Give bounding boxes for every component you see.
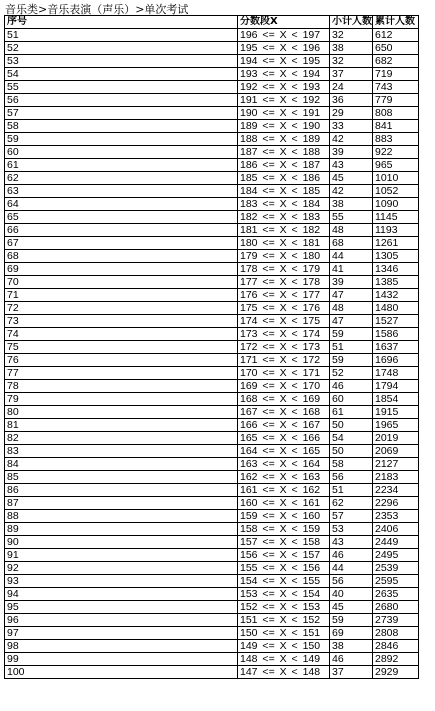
cell-score-range: 161 <= X < 162 [238,484,330,497]
cell-subtotal: 60 [330,393,373,406]
table-row [5,341,419,354]
cell-score-range: 148 <= X < 149 [238,653,330,666]
cell-subtotal: 50 [330,445,373,458]
cell-subtotal: 39 [330,146,373,159]
cell-index: 98 [5,640,238,653]
table-row [5,237,419,250]
table-row [5,510,419,523]
cell-score-range: 156 <= X < 157 [238,549,330,562]
cell-subtotal: 42 [330,133,373,146]
cell-cumulative: 1145 [373,211,419,224]
cell-score-range: 163 <= X < 164 [238,458,330,471]
cell-subtotal: 45 [330,172,373,185]
cell-index: 61 [5,159,238,172]
cell-cumulative: 1854 [373,393,419,406]
cell-cumulative: 1748 [373,367,419,380]
cell-index: 100 [5,666,238,679]
cell-cumulative: 2234 [373,484,419,497]
cell-score-range: 190 <= X < 191 [238,107,330,120]
cell-score-range: 152 <= X < 153 [238,601,330,614]
cell-index: 84 [5,458,238,471]
cell-cumulative: 2406 [373,523,419,536]
cell-cumulative: 1637 [373,341,419,354]
cell-score-range: 183 <= X < 184 [238,198,330,211]
cell-cumulative: 2929 [373,666,419,679]
cell-index: 51 [5,29,238,42]
table-row [5,315,419,328]
cell-score-range: 186 <= X < 187 [238,159,330,172]
cell-score-range: 191 <= X < 192 [238,94,330,107]
cell-subtotal: 61 [330,406,373,419]
table-row [5,445,419,458]
table-row [5,458,419,471]
score-table [4,15,419,679]
cell-subtotal: 59 [330,354,373,367]
cell-cumulative: 1193 [373,224,419,237]
cell-subtotal: 55 [330,211,373,224]
cell-cumulative: 1385 [373,276,419,289]
cell-index: 53 [5,55,238,68]
cell-score-range: 185 <= X < 186 [238,172,330,185]
cell-index: 71 [5,289,238,302]
cell-index: 68 [5,250,238,263]
cell-cumulative: 883 [373,133,419,146]
table-row [5,549,419,562]
table-row [5,536,419,549]
cell-subtotal: 69 [330,627,373,640]
cell-subtotal: 47 [330,315,373,328]
cell-index: 75 [5,341,238,354]
cell-index: 80 [5,406,238,419]
table-row [5,68,419,81]
cell-subtotal: 62 [330,497,373,510]
cell-index: 93 [5,575,238,588]
cell-cumulative: 2127 [373,458,419,471]
cell-score-range: 172 <= X < 173 [238,341,330,354]
table-row [5,406,419,419]
cell-score-range: 159 <= X < 160 [238,510,330,523]
cell-index: 54 [5,68,238,81]
table-row [5,94,419,107]
table-row [5,419,419,432]
table-row [5,484,419,497]
cell-index: 69 [5,263,238,276]
cell-cumulative: 2808 [373,627,419,640]
cell-score-range: 189 <= X < 190 [238,120,330,133]
cell-cumulative: 1090 [373,198,419,211]
cell-index: 99 [5,653,238,666]
cell-index: 74 [5,328,238,341]
cell-subtotal: 36 [330,94,373,107]
cell-subtotal: 46 [330,549,373,562]
cell-score-range: 151 <= X < 152 [238,614,330,627]
cell-cumulative: 1480 [373,302,419,315]
cell-score-range: 168 <= X < 169 [238,393,330,406]
cell-score-range: 182 <= X < 183 [238,211,330,224]
cell-subtotal: 29 [330,107,373,120]
cell-score-range: 158 <= X < 159 [238,523,330,536]
cell-index: 76 [5,354,238,367]
cell-score-range: 149 <= X < 150 [238,640,330,653]
table-row [5,354,419,367]
cell-score-range: 181 <= X < 182 [238,224,330,237]
cell-score-range: 165 <= X < 166 [238,432,330,445]
col-header-score-range: 分数段X [238,16,330,29]
cell-subtotal: 38 [330,42,373,55]
table-header [5,16,419,29]
cell-cumulative: 779 [373,94,419,107]
cell-subtotal: 48 [330,302,373,315]
cell-index: 55 [5,81,238,94]
cell-score-range: 167 <= X < 168 [238,406,330,419]
table-row [5,393,419,406]
cell-score-range: 171 <= X < 172 [238,354,330,367]
cell-subtotal: 41 [330,263,373,276]
cell-cumulative: 2595 [373,575,419,588]
cell-cumulative: 2680 [373,601,419,614]
cell-score-range: 174 <= X < 175 [238,315,330,328]
table-row [5,211,419,224]
cell-score-range: 170 <= X < 171 [238,367,330,380]
table-row [5,289,419,302]
cell-cumulative: 1696 [373,354,419,367]
table-row [5,666,419,679]
cell-cumulative: 1346 [373,263,419,276]
table-row [5,276,419,289]
cell-subtotal: 44 [330,562,373,575]
cell-index: 73 [5,315,238,328]
cell-subtotal: 43 [330,159,373,172]
cell-index: 87 [5,497,238,510]
table-row [5,224,419,237]
cell-subtotal: 45 [330,601,373,614]
cell-cumulative: 2846 [373,640,419,653]
cell-score-range: 157 <= X < 158 [238,536,330,549]
cell-index: 90 [5,536,238,549]
cell-index: 89 [5,523,238,536]
cell-cumulative: 1794 [373,380,419,393]
cell-score-range: 155 <= X < 156 [238,562,330,575]
header-row [5,16,419,29]
table-row [5,575,419,588]
cell-score-range: 187 <= X < 188 [238,146,330,159]
cell-index: 97 [5,627,238,640]
table-row [5,601,419,614]
cell-cumulative: 808 [373,107,419,120]
cell-index: 70 [5,276,238,289]
cell-index: 78 [5,380,238,393]
table-row [5,614,419,627]
cell-score-range: 166 <= X < 167 [238,419,330,432]
cell-cumulative: 2892 [373,653,419,666]
cell-subtotal: 47 [330,289,373,302]
table-row [5,562,419,575]
cell-index: 88 [5,510,238,523]
table-row [5,198,419,211]
cell-index: 95 [5,601,238,614]
table-row [5,42,419,55]
cell-index: 81 [5,419,238,432]
table-row [5,133,419,146]
cell-cumulative: 612 [373,29,419,42]
cell-score-range: 180 <= X < 181 [238,237,330,250]
col-header-index: 序号 [5,16,238,29]
cell-score-range: 188 <= X < 189 [238,133,330,146]
cell-index: 64 [5,198,238,211]
cell-cumulative: 2449 [373,536,419,549]
cell-subtotal: 51 [330,341,373,354]
cell-score-range: 194 <= X < 195 [238,55,330,68]
table-row [5,107,419,120]
cell-index: 92 [5,562,238,575]
cell-cumulative: 1432 [373,289,419,302]
cell-cumulative: 650 [373,42,419,55]
cell-cumulative: 2183 [373,471,419,484]
table-row [5,159,419,172]
cell-subtotal: 39 [330,276,373,289]
cell-subtotal: 32 [330,55,373,68]
cell-score-range: 179 <= X < 180 [238,250,330,263]
cell-cumulative: 682 [373,55,419,68]
cell-cumulative: 743 [373,81,419,94]
cell-score-range: 177 <= X < 178 [238,276,330,289]
cell-cumulative: 1010 [373,172,419,185]
cell-score-range: 162 <= X < 163 [238,471,330,484]
cell-score-range: 153 <= X < 154 [238,588,330,601]
cell-index: 58 [5,120,238,133]
cell-index: 91 [5,549,238,562]
cell-cumulative: 719 [373,68,419,81]
table-row [5,146,419,159]
cell-subtotal: 52 [330,367,373,380]
cell-cumulative: 1965 [373,419,419,432]
cell-subtotal: 59 [330,614,373,627]
cell-subtotal: 59 [330,328,373,341]
cell-index: 86 [5,484,238,497]
cell-subtotal: 24 [330,81,373,94]
cell-index: 96 [5,614,238,627]
col-header-cumulative: 累计人数 [373,16,419,29]
cell-subtotal: 51 [330,484,373,497]
cell-score-range: 150 <= X < 151 [238,627,330,640]
table-row [5,588,419,601]
cell-subtotal: 40 [330,588,373,601]
cell-subtotal: 37 [330,68,373,81]
cell-score-range: 147 <= X < 148 [238,666,330,679]
cell-score-range: 160 <= X < 161 [238,497,330,510]
cell-subtotal: 33 [330,120,373,133]
cell-cumulative: 2019 [373,432,419,445]
table-row [5,432,419,445]
cell-index: 77 [5,367,238,380]
cell-index: 63 [5,185,238,198]
cell-cumulative: 1527 [373,315,419,328]
table-row [5,250,419,263]
table-row [5,653,419,666]
cell-cumulative: 2635 [373,588,419,601]
table-row [5,497,419,510]
cell-cumulative: 2539 [373,562,419,575]
table-row [5,120,419,133]
cell-cumulative: 1305 [373,250,419,263]
cell-subtotal: 58 [330,458,373,471]
cell-score-range: 164 <= X < 165 [238,445,330,458]
cell-cumulative: 841 [373,120,419,133]
cell-cumulative: 1915 [373,406,419,419]
table-row [5,640,419,653]
page-header: 音乐类>音乐表演（声乐）>单次考试 [5,3,189,16]
cell-subtotal: 46 [330,380,373,393]
cell-cumulative: 2495 [373,549,419,562]
table-row [5,263,419,276]
table-row [5,471,419,484]
cell-score-range: 169 <= X < 170 [238,380,330,393]
cell-cumulative: 1261 [373,237,419,250]
cell-subtotal: 43 [330,536,373,549]
table-row [5,523,419,536]
cell-index: 56 [5,94,238,107]
cell-subtotal: 50 [330,419,373,432]
cell-index: 60 [5,146,238,159]
cell-cumulative: 1586 [373,328,419,341]
cell-score-range: 184 <= X < 185 [238,185,330,198]
cell-score-range: 176 <= X < 177 [238,289,330,302]
cell-index: 85 [5,471,238,484]
cell-subtotal: 48 [330,224,373,237]
table-row [5,185,419,198]
cell-subtotal: 54 [330,432,373,445]
cell-index: 65 [5,211,238,224]
table-row [5,302,419,315]
cell-subtotal: 42 [330,185,373,198]
cell-subtotal: 38 [330,198,373,211]
cell-cumulative: 2296 [373,497,419,510]
cell-subtotal: 32 [330,29,373,42]
cell-cumulative: 1052 [373,185,419,198]
cell-index: 67 [5,237,238,250]
cell-subtotal: 53 [330,523,373,536]
cell-cumulative: 2069 [373,445,419,458]
cell-index: 62 [5,172,238,185]
cell-index: 83 [5,445,238,458]
cell-index: 94 [5,588,238,601]
cell-index: 79 [5,393,238,406]
table-row [5,172,419,185]
cell-subtotal: 56 [330,575,373,588]
table-row [5,380,419,393]
cell-cumulative: 2739 [373,614,419,627]
table-row [5,81,419,94]
cell-index: 66 [5,224,238,237]
cell-score-range: 193 <= X < 194 [238,68,330,81]
cell-subtotal: 56 [330,471,373,484]
cell-score-range: 196 <= X < 197 [238,29,330,42]
table-body [5,29,419,679]
cell-subtotal: 46 [330,653,373,666]
table-row [5,627,419,640]
cell-score-range: 175 <= X < 176 [238,302,330,315]
cell-score-range: 154 <= X < 155 [238,575,330,588]
cell-cumulative: 965 [373,159,419,172]
cell-cumulative: 2353 [373,510,419,523]
table-row [5,367,419,380]
cell-cumulative: 922 [373,146,419,159]
cell-index: 82 [5,432,238,445]
cell-score-range: 173 <= X < 174 [238,328,330,341]
cell-index: 57 [5,107,238,120]
cell-score-range: 178 <= X < 179 [238,263,330,276]
cell-index: 72 [5,302,238,315]
cell-subtotal: 37 [330,666,373,679]
cell-subtotal: 57 [330,510,373,523]
table-row [5,328,419,341]
col-header-subtotal: 小计人数 [330,16,373,29]
cell-subtotal: 38 [330,640,373,653]
table-row [5,29,419,42]
cell-subtotal: 68 [330,237,373,250]
cell-score-range: 192 <= X < 193 [238,81,330,94]
cell-score-range: 195 <= X < 196 [238,42,330,55]
cell-subtotal: 44 [330,250,373,263]
table-row [5,55,419,68]
cell-index: 52 [5,42,238,55]
cell-index: 59 [5,133,238,146]
